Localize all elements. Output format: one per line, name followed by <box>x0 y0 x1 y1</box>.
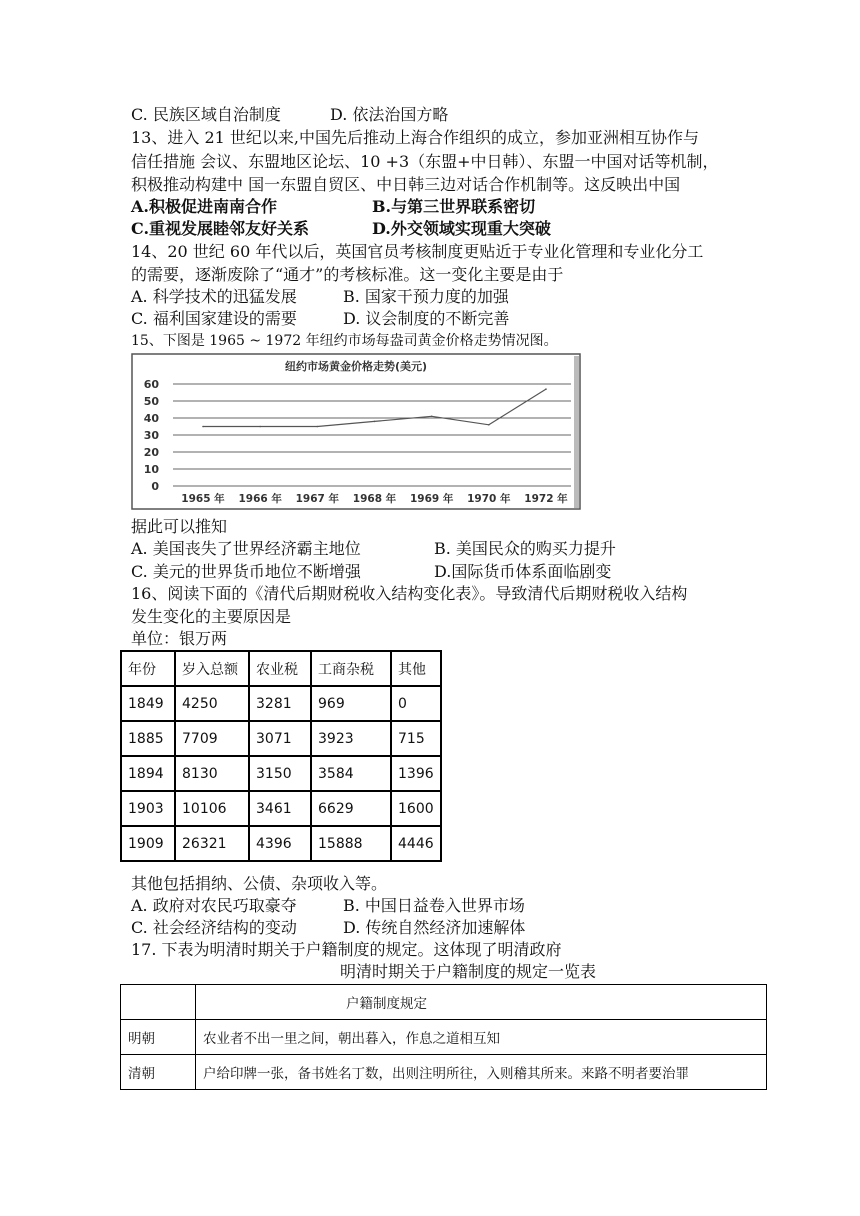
table-cell: 3150 <box>249 756 311 791</box>
q17-table-title: 明清时期关于户籍制度的规定一览表 <box>340 962 597 981</box>
q15-option-a: A. 美国丧失了世界经济霸主地位 <box>131 539 361 558</box>
q14-stem-line-1: 14、20 世纪 60 年代以后，英国官员考核制度更贴近于专业化管理和专业化分工 <box>131 242 704 261</box>
table-cell: 3281 <box>249 686 311 721</box>
q16-option-d: D. 传统自然经济加速解体 <box>343 918 526 937</box>
table-cell: 4250 <box>175 686 249 721</box>
y-tick-label: 40 <box>143 412 159 425</box>
table-cell: 4396 <box>249 826 311 861</box>
data-point <box>431 416 433 418</box>
table-row <box>121 721 441 756</box>
q16-stem-line-2: 发生变化的主要原因是 <box>131 607 292 626</box>
q13-option-d: D.外交领域实现重大突破 <box>372 219 551 238</box>
q15-stem: 15、下图是 1965 ~ 1972 年纽约市场每盎司黄金价格走势情况图。 <box>131 333 558 349</box>
y-tick-label: 30 <box>143 429 159 442</box>
table-cell: 3923 <box>311 721 391 756</box>
table-cell: 户给印牌一张，备书姓名丁数，出则注明所往，入则稽其所来。来路不明者要治罪 <box>196 1055 767 1090</box>
household-registration-table <box>120 984 767 1090</box>
table-row <box>121 1055 767 1090</box>
q12-option-d: D. 依法治国方略 <box>330 105 449 124</box>
table-cell: 3071 <box>249 721 311 756</box>
q15-option-d: D.国际货币体系面临剧变 <box>434 562 612 581</box>
x-tick-label: 1970 年 <box>467 493 511 505</box>
table-header-row <box>121 985 767 1020</box>
q13-option-b: B.与第三世界联系密切 <box>372 197 536 216</box>
x-tick-label: 1968 年 <box>352 493 397 505</box>
table-cell: 1894 <box>121 756 175 791</box>
table-cell: 3461 <box>249 791 311 826</box>
table-row <box>121 756 441 791</box>
q14-option-b: B. 国家干预力度的加强 <box>343 287 509 306</box>
y-tick-label: 20 <box>143 446 159 459</box>
table-cell: 1600 <box>391 791 441 826</box>
table-cell: 1903 <box>121 791 175 826</box>
q16-unit: 单位：银万两 <box>131 629 228 648</box>
header-cell: 户籍制度规定 <box>196 985 767 1020</box>
table-cell: 969 <box>311 686 391 721</box>
q16-option-b: B. 中国日益卷入世界市场 <box>343 896 525 915</box>
table-row <box>121 686 441 721</box>
x-tick-label: 1966 年 <box>238 493 282 505</box>
y-tick-label: 10 <box>143 463 159 476</box>
table-cell: 715 <box>391 721 441 756</box>
header-cell: 农业税 <box>249 651 311 686</box>
q13-option-c: C.重视发展睦邻友好关系 <box>131 219 310 238</box>
table-cell: 1909 <box>121 826 175 861</box>
table-cell: 农业者不出一里之间，朝出暮入，作息之道相互知 <box>196 1020 767 1055</box>
q13-stem-line-3: 积极推动构建中 国一东盟自贸区、中日韩三边对话合作机制等。这反映出中国 <box>131 175 681 194</box>
table-cell: 7709 <box>175 721 249 756</box>
q17-stem: 17. 下表为明清时期关于户籍制度的规定。这体现了明清政府 <box>131 940 562 959</box>
q16-option-c: C. 社会经济结构的变动 <box>131 918 297 937</box>
header-cell: 工商杂税 <box>311 651 391 686</box>
table-cell: 6629 <box>311 791 391 826</box>
table-cell: 1885 <box>121 721 175 756</box>
q16-note: 其他包括捐纳、公债、杂项收入等。 <box>131 874 388 893</box>
tax-revenue-table <box>120 650 442 862</box>
table-cell: 0 <box>391 686 441 721</box>
data-point <box>317 426 319 428</box>
q14-option-d: D. 议会制度的不断完善 <box>343 309 510 328</box>
table-cell: 8130 <box>175 756 249 791</box>
table-cell: 4446 <box>391 826 441 861</box>
q15-option-b: B. 美国民众的购买力提升 <box>434 539 616 558</box>
header-cell: 年份 <box>121 651 175 686</box>
x-tick-label: 1972 年 <box>524 493 568 505</box>
table-row <box>121 826 441 861</box>
table-cell: 1849 <box>121 686 175 721</box>
q15-option-c: C. 美元的世界货币地位不断增强 <box>131 562 361 581</box>
q12-option-c: C. 民族区域自治制度 <box>131 105 281 124</box>
chart-title: 纽约市场黄金价格走势(美元) <box>284 360 428 373</box>
table-row <box>121 1020 767 1055</box>
data-point <box>202 426 204 428</box>
table-header-row <box>121 651 441 686</box>
table-cell: 26321 <box>175 826 249 861</box>
q13-stem-line-2: 信任措施 会议、东盟地区论坛、10 +3（东盟+中日韩）、东盟一中国对话等机制， <box>131 152 719 171</box>
x-tick-label: 1969 年 <box>409 493 454 505</box>
table-cell: 明朝 <box>121 1020 196 1055</box>
data-point <box>488 424 490 426</box>
x-tick-label: 1965 年 <box>181 493 225 505</box>
table-cell: 清朝 <box>121 1055 196 1090</box>
header-cell-empty <box>121 985 196 1020</box>
table-row <box>121 791 441 826</box>
y-tick-label: 50 <box>143 395 159 408</box>
q13-option-a: A.积极促进南南合作 <box>131 197 277 216</box>
chart-frame-shadow <box>574 356 579 508</box>
table-cell: 1396 <box>391 756 441 791</box>
header-cell: 其他 <box>391 651 441 686</box>
q14-option-a: A. 科学技术的迅猛发展 <box>131 287 297 306</box>
data-point <box>374 421 376 423</box>
q13-stem-line-1: 13、进入 21 世纪以来,中国先后推动上海合作组织的成立，参加亚洲相互协作与 <box>131 128 699 147</box>
y-tick-label: 60 <box>143 378 159 391</box>
table-cell: 3584 <box>311 756 391 791</box>
table-cell: 10106 <box>175 791 249 826</box>
x-tick-label: 1967 年 <box>295 493 340 505</box>
data-point <box>545 388 547 390</box>
table-cell: 15888 <box>311 826 391 861</box>
q15-followup: 据此可以推知 <box>131 517 228 536</box>
gold-price-chart <box>131 353 581 510</box>
data-point <box>259 426 261 428</box>
q16-option-a: A. 政府对农民巧取豪夺 <box>131 896 297 915</box>
q14-stem-line-2: 的需要，逐渐废除了“通才”的考核标准。这一变化主要是由于 <box>131 265 564 284</box>
header-cell: 岁入总额 <box>175 651 249 686</box>
q14-option-c: C. 福利国家建设的需要 <box>131 309 297 328</box>
y-tick-label: 0 <box>151 480 159 493</box>
q16-stem-line-1: 16、阅读下面的《清代后期财税收入结构变化表》。导致清代后期财税收入结构 <box>131 584 688 603</box>
